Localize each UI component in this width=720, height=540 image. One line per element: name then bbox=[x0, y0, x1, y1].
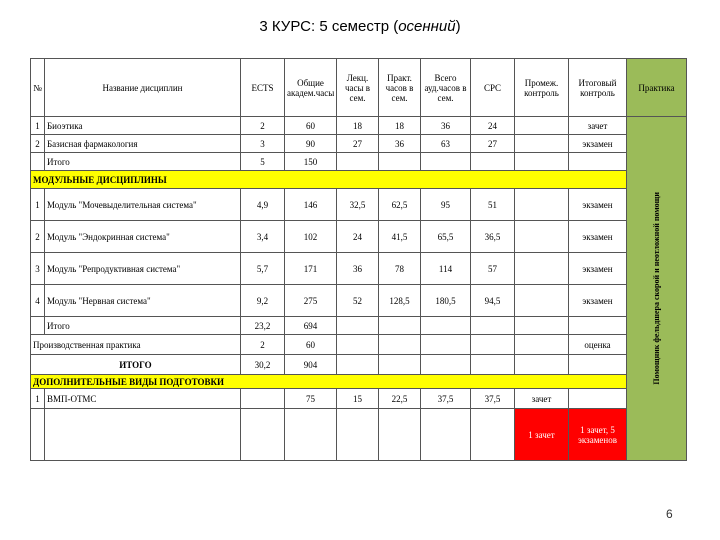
page-title: 3 КУРС: 5 семестр (осенний) bbox=[259, 18, 461, 35]
module-name: Модуль "Мочевыделительная система" bbox=[45, 189, 241, 221]
subtotal-label: Итого bbox=[45, 317, 241, 335]
summary-interim: 1 зачет bbox=[515, 409, 569, 461]
production-label: Производственная практика bbox=[31, 335, 241, 355]
header-interim: Промеж. контроль bbox=[515, 59, 569, 117]
header-no: № bbox=[31, 59, 45, 117]
practicum-column bbox=[627, 117, 687, 461]
header-row bbox=[31, 59, 687, 117]
table-row: 4 Модуль "Нервная система" 9,2 275 52 128,5 180,5 94,5 экзамен bbox=[31, 285, 687, 317]
module-name: Модуль "Репродуктивная система" bbox=[45, 253, 241, 285]
header-practicum: Практика bbox=[627, 59, 687, 117]
grand-total-row: ИТОГО 30,2 904 bbox=[31, 355, 687, 375]
header-practice: Практ. часов в сем. bbox=[379, 59, 421, 117]
section-row bbox=[31, 375, 687, 389]
section-row bbox=[31, 171, 687, 189]
discipline-name: Биоэтика bbox=[45, 117, 241, 135]
header-srs: СРС bbox=[471, 59, 515, 117]
page-number: 6 bbox=[666, 507, 673, 521]
table-row: 1 ВМП-ОТМС 75 15 22,5 37,5 37,5 зачет bbox=[31, 389, 687, 409]
subtotal-row: Итого 5 150 bbox=[31, 153, 687, 171]
grand-total-label: ИТОГО bbox=[31, 355, 241, 375]
practicum-vertical-text: Помощник фельдшера скорой и неотложной помощи bbox=[651, 192, 661, 385]
table-row: 2 Модуль "Эндокринная система" 3,4 102 24 41,5 65,5 36,5 экзамен bbox=[31, 221, 687, 253]
table-row: 2 Базисная фармакология 3 90 27 36 63 27 экзамен bbox=[31, 135, 687, 153]
production-row: Производственная практика 2 60 оценка bbox=[31, 335, 687, 355]
header-name: Название дисциплин bbox=[45, 59, 241, 117]
header-total-aud: Всего ауд.часов в сем. bbox=[421, 59, 471, 117]
modules-section-title: МОДУЛЬНЫЕ ДИСЦИПЛИНЫ bbox=[31, 171, 627, 189]
module-name: Модуль "Эндокринная система" bbox=[45, 221, 241, 253]
subtotal-label: Итого bbox=[45, 153, 241, 171]
additional-name: ВМП-ОТМС bbox=[45, 389, 241, 409]
additional-section-title: ДОПОЛНИТЕЛЬНЫЕ ВИДЫ ПОДГОТОВКИ bbox=[31, 375, 627, 389]
header-lectures: Лекц. часы в сем. bbox=[337, 59, 379, 117]
table-row: 1 Модуль "Мочевыделительная система" 4,9 146 32,5 62,5 95 51 экзамен bbox=[31, 189, 687, 221]
header-final: Итоговый контроль bbox=[569, 59, 627, 117]
summary-final: 1 зачет, 5 экзаменов bbox=[569, 409, 627, 461]
subtotal-row: Итого 23,2 694 bbox=[31, 317, 687, 335]
module-name: Модуль "Нервная система" bbox=[45, 285, 241, 317]
header-total-hours: Общие академ.часы bbox=[285, 59, 337, 117]
discipline-name: Базисная фармакология bbox=[45, 135, 241, 153]
table-row: 1 Биоэтика 2 60 18 18 36 24 зачет Помощник фельдшера скорой и неотложной помощи bbox=[31, 117, 687, 135]
curriculum-table bbox=[30, 58, 687, 461]
table-row: 3 Модуль "Репродуктивная система" 5,7 171 36 78 114 57 экзамен bbox=[31, 253, 687, 285]
header-ects: ECTS bbox=[241, 59, 285, 117]
season-text: осенний bbox=[398, 18, 456, 35]
summary-row bbox=[31, 409, 687, 461]
